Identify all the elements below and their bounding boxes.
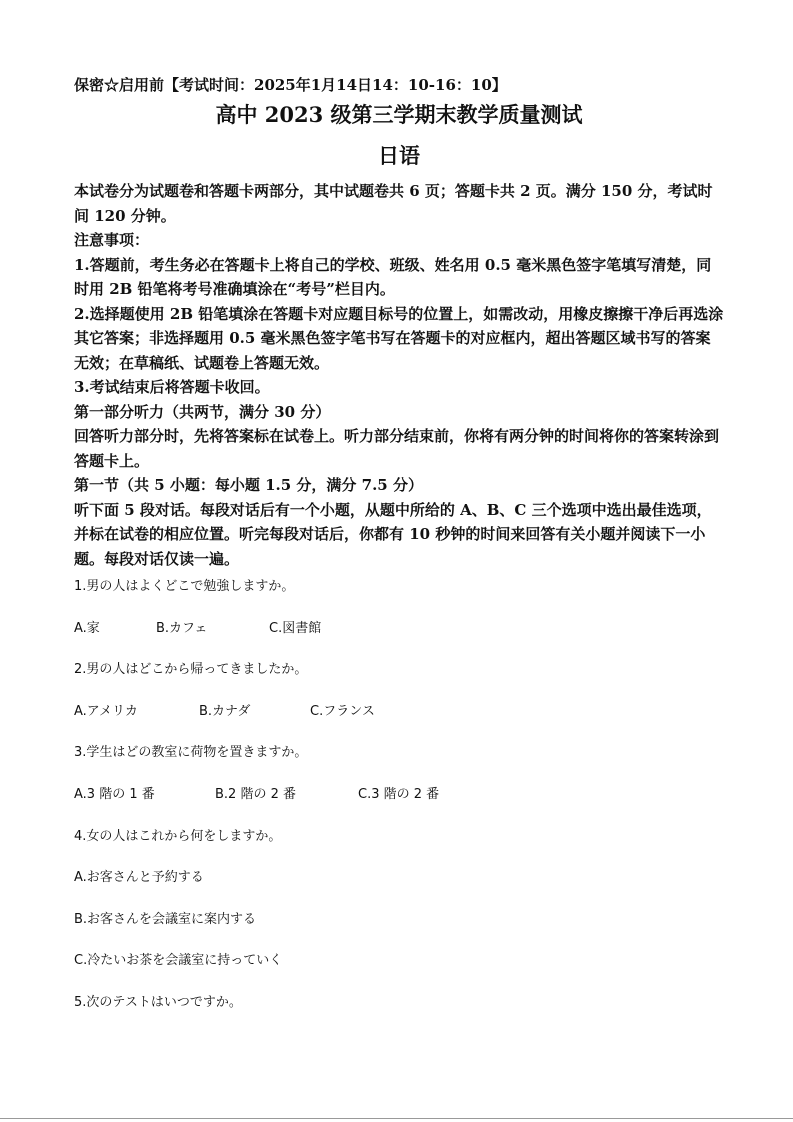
- exam-title: 高中 2023 级第三学期末教学质量测试: [215, 102, 583, 127]
- option-b: B.2 階の 2 番: [215, 786, 296, 802]
- question-2: 2.男の人はどこから帰ってきましたか。: [74, 662, 308, 678]
- part-one-heading: 第一部分听力（共两节，满分 30 分）: [74, 402, 331, 421]
- question-list: [74, 577, 724, 1013]
- option-c: C.フランス: [310, 703, 375, 719]
- question-3: 3.学生はどの教室に荷物を置きますか。: [74, 745, 308, 761]
- option-b: B.カナダ: [199, 703, 251, 719]
- page-bottom-rule: [0, 1118, 793, 1119]
- question-1-options: [74, 619, 724, 639]
- option-a: A.アメリカ: [74, 703, 138, 719]
- paper-description: 本试卷分为试题卷和答题卡两部分，其中试题卷共 6 页；答题卡共 2 页。满分 150 分，考试时间 120 分钟。: [74, 182, 713, 225]
- question-1: 1.男の人はよくどこで勉強しますか。: [74, 579, 295, 594]
- section-one-heading: 第一节（共 5 小题：每小题 1.5 分，满分 7.5 分）: [74, 476, 423, 494]
- instructions: [74, 179, 724, 571]
- section-one-instructions: 听下面 5 段对话。每段对话后有一个小题，从题中所给的 A、B、C 三个选项中选出最佳选项，并标在试卷的相应位置。听完每段对话后，你都有 10 秒钟的时间来回答有关小题并阅读下一小题。每段对话仅读一遍。: [74, 500, 712, 568]
- notes-heading: 注意事项：: [74, 231, 150, 249]
- option-a: A.お客さんと予約する: [74, 870, 204, 886]
- question-2-options: [74, 702, 724, 722]
- exam-header: 保密☆启用前【考试时间：2025年1月14日14：10-16：10】: [74, 76, 507, 94]
- option-c: C.図書館: [269, 620, 322, 636]
- note-2: 2.选择题使用 2B 铅笔填涂在答题卡对应题目标号的位置上，如需改动，用橡皮擦擦干净后再选涂其它答案；非选择题用 0.5 毫米黑色签字笔书写在答题卡的对应框内，超出答题区域书写的答案无效；在草稿纸、试题卷上答题无效。: [74, 304, 724, 372]
- question-4: 4.女の人はこれから何をしますか。: [74, 828, 282, 844]
- part-one-instructions: 回答听力部分时，先将答案标在试卷上。听力部分结束前，你将有两分钟的时间将你的答案转涂到答题卡上。: [74, 427, 720, 470]
- question-5: 5.次のテストはいつですか。: [74, 994, 242, 1010]
- option-c: C.冷たいお茶を会議室に持っていく: [74, 953, 283, 969]
- question-3-options: [74, 785, 724, 805]
- exam-subject: 日语: [378, 143, 420, 168]
- note-1: 1.答题前，考生务必在答题卡上将自己的学校、班级、姓名用 0.5 毫米黑色签字笔填写清楚，同时用 2B 铅笔将考号准确填涂在“考号”栏目内。: [74, 255, 712, 298]
- option-b: B.お客さんを会議室に案内する: [74, 911, 257, 927]
- option-a: A.3 階の 1 番: [74, 786, 155, 802]
- option-a: A.家: [74, 620, 100, 636]
- note-3: 3.考试结束后将答题卡收回。: [74, 378, 270, 396]
- option-b: B.カフェ: [156, 620, 208, 636]
- option-c: C.3 階の 2 番: [358, 786, 440, 802]
